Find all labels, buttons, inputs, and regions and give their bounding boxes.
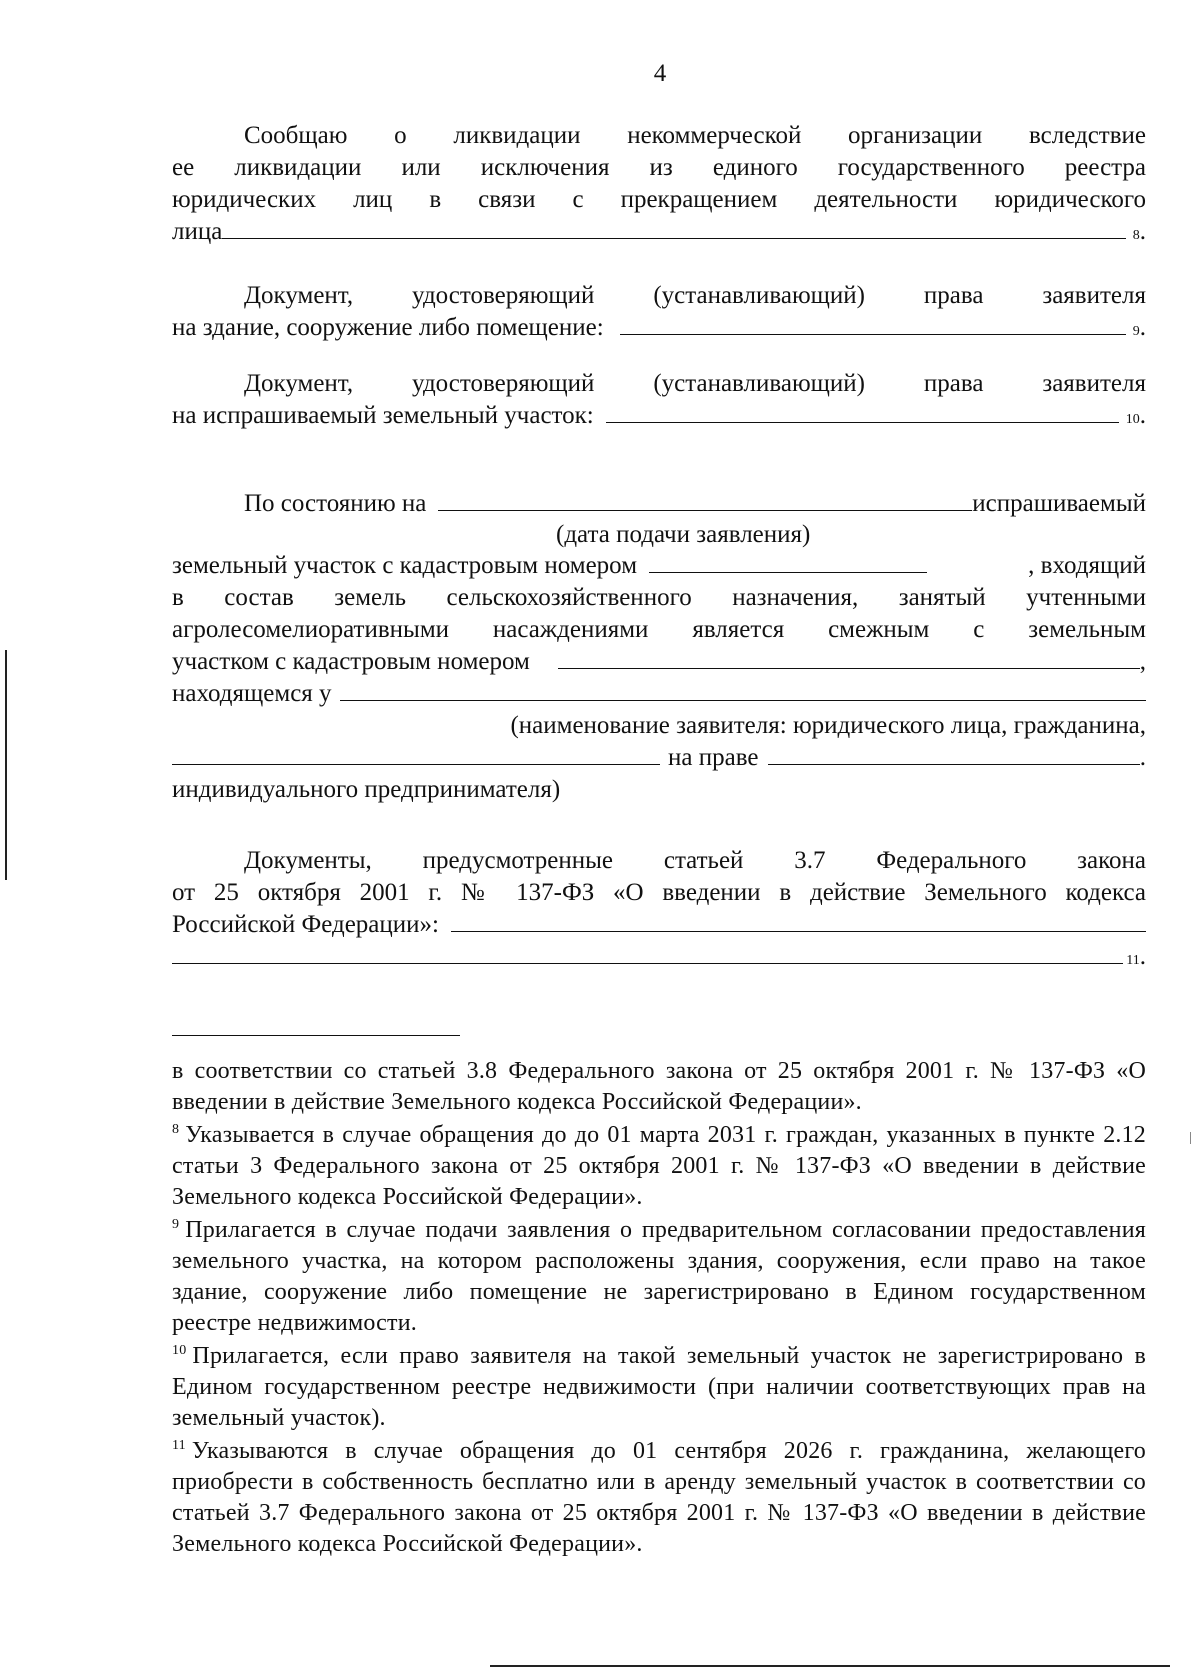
land-doc-blank-field[interactable] xyxy=(606,400,1119,423)
right-type-field[interactable] xyxy=(768,742,1139,765)
footnote-8-text: Указывается в случае обращения до до 01 марта 2031 г. граждан, указанных в пункте 2.12 статьи 3 Федерального закона от 25 октября 2001 г. № 137-ФЗ «О введении в действие Земельного кодекса Российской Федерации». xyxy=(172,1122,1146,1210)
status-line-5: агролесомелиоративными насаждениями является смежным с земельным xyxy=(172,616,1146,643)
footnote-separator xyxy=(172,1035,460,1036)
right-end-text: . xyxy=(1139,744,1146,771)
status-paragraph xyxy=(172,488,1146,806)
neighbor-cadastral-field[interactable] xyxy=(558,646,1140,669)
holder-caption: (наименование заявителя: юридического лица, гражданина, xyxy=(510,712,1146,739)
footnote-11 xyxy=(172,1436,1146,1560)
status-line-4: в состав земель сельскохозяйственного назначения, занятый учтенными xyxy=(172,584,1146,611)
status-cadastral-line xyxy=(172,550,1146,582)
neighbor-end-text: , xyxy=(1139,648,1146,675)
status-start-text: По состоянию на xyxy=(244,490,427,517)
cadastral-number-field[interactable] xyxy=(649,550,927,573)
footnote-9 xyxy=(172,1215,1146,1339)
application-date-field[interactable] xyxy=(438,488,972,511)
liquidation-line-4: лица 8 . xyxy=(172,216,1146,248)
footnote-10 xyxy=(172,1341,1146,1434)
building-doc-paragraph xyxy=(172,280,1146,344)
law-docs-paragraph xyxy=(172,845,1146,973)
neighbor-line xyxy=(172,646,1146,678)
footnotes-section xyxy=(172,1056,1146,1562)
holder-name-field[interactable] xyxy=(340,678,1146,701)
right-line xyxy=(172,742,1146,774)
building-doc-line-2: на здание, сооружение либо помещение: 9 . xyxy=(172,312,1146,344)
footnote-continuation: в соответствии со статьей 3.8 Федерального закона от 25 октября 2001 г. № 137-ФЗ «О введении в действие Земельного кодекса Российской Федерации». xyxy=(172,1058,1146,1115)
law-docs-line-3 xyxy=(172,909,1146,941)
holder-label: находящемся у xyxy=(172,680,332,707)
footnote-11-mark: 11 xyxy=(172,1438,186,1453)
right-label: на праве xyxy=(668,744,759,771)
liquidation-paragraph xyxy=(172,120,1146,248)
law-docs-line-2: от 25 октября 2001 г. № 137-ФЗ «О введении в действие Земельного кодекса xyxy=(172,879,1146,906)
holder-name-continuation-field[interactable] xyxy=(172,742,660,765)
building-doc-label: на здание, сооружение либо помещение: xyxy=(172,314,604,341)
building-doc-blank-field[interactable] xyxy=(620,312,1126,335)
land-doc-label: на испрашиваемый земельный участок: xyxy=(172,402,594,429)
footnote-8 xyxy=(172,1120,1146,1213)
law-docs-label: Российской Федерации»: xyxy=(172,911,439,938)
status-line-1 xyxy=(172,488,1146,520)
building-doc-line-1: Документ, удостоверяющий (устанавливающий) права заявителя xyxy=(244,282,1146,309)
law-docs-line-1: Документы, предусмотренные статьей 3.7 Федерального закона xyxy=(244,847,1146,874)
footnote-9-text: Прилагается в случае подачи заявления о предварительном согласовании предоставления земельного участка, на котором расположены здания, сооружения, если право на такое здание, сооружение либо помещение не зарегистрировано в Едином государственном реестре недвижимости. xyxy=(172,1217,1146,1336)
liquidation-line-3: юридических лиц в связи с прекращением деятельности юридического xyxy=(172,186,1146,213)
page-number: 4 xyxy=(653,60,667,87)
neighbor-label: участком с кадастровым номером xyxy=(172,648,530,675)
footnote-10-mark: 10 xyxy=(172,1343,187,1358)
law-docs-line-4: 11 . xyxy=(172,941,1146,973)
holder-line xyxy=(172,678,1146,710)
land-doc-paragraph xyxy=(172,368,1146,432)
margin-tick-mark xyxy=(1190,1132,1191,1144)
liquidation-blank-field[interactable] xyxy=(222,216,1125,239)
entrepreneur-caption: индивидуального предпринимателя) xyxy=(172,776,561,803)
footnote-10-text: Прилагается, если право заявителя на такой земельный участок не зарегистрировано в Едином государственном реестре недвижимости (при наличии соответствующих прав на земельный участок). xyxy=(172,1343,1146,1431)
cadastral-end-text: , входящий xyxy=(1028,552,1146,579)
law-docs-field-2[interactable] xyxy=(172,941,1123,964)
bottom-edge-rule xyxy=(490,1665,1170,1667)
cadastral-label: земельный участок с кадастровым номером xyxy=(172,552,638,579)
status-end-text: испрашиваемый xyxy=(972,490,1146,517)
footnote-9-mark: 9 xyxy=(172,1217,180,1232)
liquidation-last-word: лица xyxy=(172,218,223,245)
date-caption: (дата подачи заявления) xyxy=(556,521,811,548)
liquidation-line-1: Сообщаю о ликвидации некоммерческой организации вследствие xyxy=(244,122,1146,149)
footnote-8-mark: 8 xyxy=(172,1122,180,1137)
footnote-11-text: Указываются в случае обращения до 01 сентября 2026 г. гражданина, желающего приобрести в собственность бесплатно или в аренду земельный участок в соответствии со статьей 3.7 Федерального закона от 25 октября 2001 г. № 137-ФЗ «О введении в действие Земельного кодекса Российской Федерации». xyxy=(172,1438,1146,1557)
scan-edge-mark xyxy=(5,650,7,880)
law-docs-field-1[interactable] xyxy=(451,909,1146,932)
land-doc-line-2: на испрашиваемый земельный участок: 10 . xyxy=(172,400,1146,432)
land-doc-line-1: Документ, удостоверяющий (устанавливающий) права заявителя xyxy=(244,370,1146,397)
liquidation-line-2: ее ликвидации или исключения из единого государственного реестра xyxy=(172,154,1146,181)
